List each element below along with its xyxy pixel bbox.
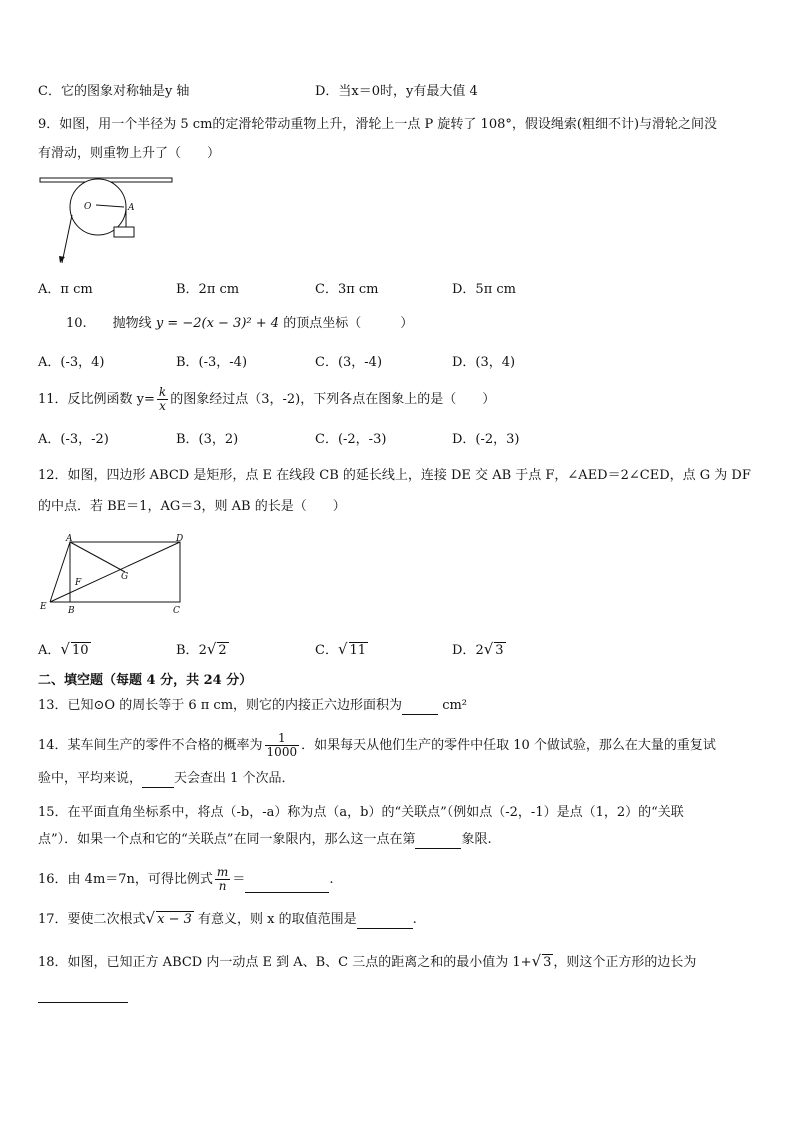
radical-sign: √ xyxy=(145,909,156,927)
label-o: O xyxy=(84,202,92,212)
label-f: F xyxy=(75,578,82,588)
radical-sign: √ xyxy=(60,640,70,658)
section-2-heading: 二、填空题（每题 4 分，共 24 分） xyxy=(38,673,253,688)
q15-line2-b: 象限. xyxy=(461,832,492,847)
q12-stem-line1: 12．如图，四边形 ABCD 是矩形，点 E 在线段 CB 的延长线上，连接 DE 交 AB 于点 F，∠AED＝2∠CED，点 G 为 DF xyxy=(38,468,751,483)
q12-option-a xyxy=(38,640,91,660)
q16-frac-den: n xyxy=(218,879,227,893)
q18-answer-blank[interactable] xyxy=(38,1002,128,1003)
q10-option-d: D．(3，4) xyxy=(452,355,516,370)
segment-ae xyxy=(50,542,70,602)
q12-option-b xyxy=(176,640,229,660)
q12-option-c-label: C． xyxy=(315,643,338,658)
q14-prefix: 14．某车间生产的零件不合格的概率为 xyxy=(38,738,263,753)
q17 xyxy=(38,909,417,929)
q12-option-b-radicand: 2 xyxy=(218,643,227,658)
label-a: A xyxy=(66,534,73,544)
label-e: E xyxy=(40,602,47,612)
q13-text: 13．已知⊙O 的周长等于 6 π cm，则它的内接正六边形面积为 xyxy=(38,698,403,713)
q16-fraction xyxy=(215,866,230,893)
q11-option-b: B．(3，2) xyxy=(176,432,239,447)
q8-option-c: C．它的图象对称轴是y 轴 xyxy=(38,84,190,99)
q12-option-c xyxy=(315,640,368,660)
label-a: A xyxy=(128,203,135,213)
label-c: C xyxy=(173,606,180,616)
segment-ag xyxy=(70,542,125,572)
q15-line2-a: 点”）．如果一个点和它的“关联点”在同一象限内，那么这一点在第 xyxy=(38,832,416,847)
q15-line1: 15．在平面直角坐标系中，将点（-b，-a）称为点（a，b）的“关联点”（例如点（-2，-1）是点（1，2）的“关联 xyxy=(38,805,684,820)
q11-option-c: C．(-2，-3) xyxy=(315,432,387,447)
q12-option-a-label: A． xyxy=(38,643,61,658)
q13-answer-blank[interactable] xyxy=(402,700,438,715)
q9-stem-line2: 有滑动，则重物上升了（ ） xyxy=(38,146,221,161)
radical-sign: √ xyxy=(337,640,348,658)
q15-line2 xyxy=(38,831,492,849)
q14-fraction xyxy=(265,732,300,759)
q16-end: . xyxy=(329,872,334,887)
label-d: D xyxy=(176,534,184,544)
radical-sign: √ xyxy=(206,640,217,658)
q14-suffix: ．如果每天从他们生产的零件中任取 10 个做试验，那么在大量的重复试 xyxy=(301,738,716,753)
q12-option-b-coef: 2 xyxy=(198,643,207,658)
q14-frac-num: 1 xyxy=(265,732,300,746)
q9-option-c: C．3π cm xyxy=(315,282,379,297)
q17-end: . xyxy=(412,912,417,927)
q9-option-a: A．π cm xyxy=(38,282,93,297)
q15-answer-blank[interactable] xyxy=(415,834,461,849)
q16-eq: ＝ xyxy=(232,872,246,887)
q10-option-b: B．(-3，-4) xyxy=(176,355,248,370)
rope-left xyxy=(62,215,72,263)
q14-line2-b: 天会查出 1 个次品． xyxy=(174,771,295,786)
q12-option-d-label: D． xyxy=(452,643,476,658)
q9-pulley-figure xyxy=(36,175,176,267)
q16-frac-num: m xyxy=(216,865,229,879)
q12-stem-line2: 的中点．若 BE＝1，AG＝3，则 AB 的长是（ ） xyxy=(38,499,346,514)
q8-option-d: D．当x＝0时，y有最大值 4 xyxy=(315,84,478,99)
q16 xyxy=(38,866,333,893)
q11-option-d: D．(-2，3) xyxy=(452,432,520,447)
label-g: G xyxy=(121,572,129,582)
q10-prefix: 10. 抛物线 xyxy=(66,316,152,331)
q12-option-d-coef: 2 xyxy=(475,643,484,658)
q11-stem xyxy=(38,386,495,413)
q14-line2-a: 验中，平均来说， xyxy=(38,771,143,786)
q10-option-c: C．(3，-4) xyxy=(315,355,383,370)
q12-option-d-radicand: 3 xyxy=(495,643,504,658)
q10-stem xyxy=(66,315,413,333)
q14-frac-den: 1000 xyxy=(266,745,298,759)
q14-line2 xyxy=(38,770,295,788)
q12-rectangle-figure xyxy=(36,532,196,618)
q11-prefix: 11．反比例函数 y= xyxy=(38,392,155,407)
q17-middle: 有意义，则 x 的取值范围是 xyxy=(198,912,357,927)
q18-radicand: 3 xyxy=(543,955,552,970)
q16-answer-blank[interactable] xyxy=(245,878,329,893)
q17-answer-blank[interactable] xyxy=(357,914,413,929)
q12-option-d xyxy=(452,640,506,660)
q16-prefix: 16．由 4m＝7n，可得比例式 xyxy=(38,872,213,887)
label-b: B xyxy=(68,606,75,616)
q13 xyxy=(38,697,467,715)
q18 xyxy=(38,952,696,972)
q12-option-b-label: B． xyxy=(176,643,199,658)
q11-fraction xyxy=(157,386,168,413)
q18-suffix: ，则这个正方形的边长为 xyxy=(553,955,697,970)
q17-radicand: x − 3 xyxy=(157,912,192,927)
q10-option-a: A．(-3，4) xyxy=(38,355,105,370)
q13-unit: cm² xyxy=(442,698,468,713)
q11-frac-den: x xyxy=(159,399,166,413)
q11-suffix: 的图象经过点（3，-2)，下列各点在图象上的是（ ） xyxy=(170,392,496,407)
q9-option-d: D．5π cm xyxy=(452,282,516,297)
radical-sign: √ xyxy=(531,952,542,970)
weight-block xyxy=(114,227,134,237)
q11-frac-num: k xyxy=(158,385,167,399)
q9-stem-line1: 9．如图，用一个半径为 5 cm的定滑轮带动重物上升，滑轮上一点 P 旋转了 108°，假设绳索(粗细不计)与滑轮之间没 xyxy=(38,117,718,132)
q17-prefix: 17．要使二次根式 xyxy=(38,912,146,927)
q12-option-a-radicand: 10 xyxy=(71,643,89,658)
q9-option-b: B．2π cm xyxy=(176,282,240,297)
q14-answer-blank[interactable] xyxy=(142,773,174,788)
q14-line1 xyxy=(38,732,716,759)
q18-prefix: 18．如图，已知正方 ABCD 内一动点 E 到 A、B、C 三点的距离之和的最小值为 1+ xyxy=(38,955,532,970)
q10-suffix: 的顶点坐标（ ） xyxy=(283,316,414,331)
q12-option-c-radicand: 11 xyxy=(349,643,367,658)
q10-formula: y = −2(x − 3)² + 4 xyxy=(155,316,280,331)
radical-sign: √ xyxy=(483,640,494,658)
q11-option-a: A．(-3，-2) xyxy=(38,432,109,447)
